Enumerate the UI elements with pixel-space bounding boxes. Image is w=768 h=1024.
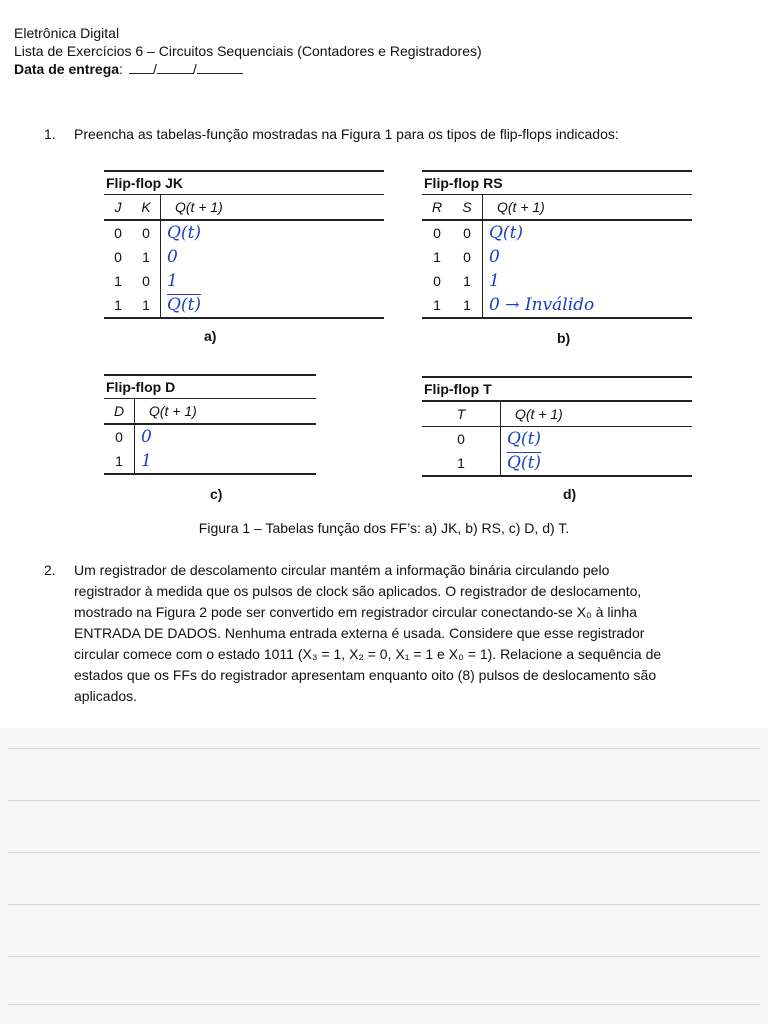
input-r: 1 <box>433 249 441 265</box>
month-blank <box>157 61 193 74</box>
table-flipflop-d <box>104 374 316 475</box>
year-blank <box>197 61 243 74</box>
table-label-d: d) <box>563 486 577 502</box>
input-j: 0 <box>114 225 122 241</box>
header-j: J <box>114 199 122 215</box>
table-title: Flip-flop D <box>106 379 176 395</box>
handwritten-answer: 0 <box>489 247 500 267</box>
table-row <box>422 451 692 475</box>
input-j: 1 <box>114 273 122 289</box>
question-text <box>74 560 661 707</box>
table-title: Flip-flop RS <box>424 175 503 191</box>
question-line: Um registrador de descolamento circular mantém a informação binária circulando pelo <box>74 562 610 578</box>
table-row <box>422 221 692 245</box>
table-header-row <box>422 195 692 219</box>
ruled-line <box>8 800 760 801</box>
handwritten-answer: 1 <box>141 451 152 471</box>
ruled-line <box>8 904 760 905</box>
table-row <box>422 293 692 317</box>
table-row <box>104 245 384 269</box>
question-text: Preencha as tabelas-função mostradas na Figura 1 para os tipos de flip-flops indicados: <box>74 126 619 142</box>
input-j: 0 <box>114 249 122 265</box>
table-row <box>104 425 316 449</box>
ruled-line <box>8 852 760 853</box>
ruled-line <box>8 956 760 957</box>
input-k: 1 <box>132 245 161 269</box>
table-header-row <box>104 399 316 423</box>
table-row <box>104 221 384 245</box>
question-line: ENTRADA DE DADOS. Nenhuma entrada externa é usada. Considere que esse registrador <box>74 625 645 641</box>
table-label-b: b) <box>557 330 571 346</box>
ruled-answer-area <box>0 728 768 1024</box>
handwritten-answer: 0 <box>141 427 152 447</box>
course-title: Eletrônica Digital <box>14 25 120 41</box>
input-s: 0 <box>452 245 483 269</box>
table-flipflop-jk <box>104 170 384 319</box>
question-1 <box>44 124 744 146</box>
input-r: 1 <box>433 297 441 313</box>
input-t: 1 <box>422 451 501 475</box>
input-j: 1 <box>114 297 122 313</box>
list-subtitle: Lista de Exercícios 6 – Circuitos Sequenciais (Contadores e Registradores) <box>14 43 482 59</box>
question-line: circular comece com o estado 1011 (X₃ = 1, X₂ = 0, X₁ = 1 e X₀ = 1). Relacione a sequência de <box>74 646 662 662</box>
input-s: 1 <box>452 269 483 293</box>
header-s: S <box>452 195 483 219</box>
header-k: K <box>132 195 161 219</box>
header-next-state: Q(t + 1) <box>149 403 197 419</box>
header-next-state: Q(t + 1) <box>175 199 223 215</box>
table-row <box>104 449 316 473</box>
handwritten-answer: 1 <box>489 271 500 291</box>
input-s: 1 <box>452 293 483 317</box>
due-date-line <box>14 60 482 78</box>
table-flipflop-rs <box>422 170 692 319</box>
input-r: 0 <box>433 225 441 241</box>
input-s: 0 <box>452 221 483 245</box>
due-date-colon: : <box>119 61 123 77</box>
handwritten-answer-complement: Q(t) <box>167 295 202 315</box>
header-next-state: Q(t + 1) <box>497 199 545 215</box>
input-k: 0 <box>132 269 161 293</box>
due-date-label: Data de entrega <box>14 61 120 77</box>
table-row <box>422 245 692 269</box>
ruled-line <box>8 1004 760 1005</box>
question-line: registrador à medida que os pulsos de clock são aplicados. O registrador de deslocamento, <box>74 583 642 599</box>
handwritten-answer: Q(t) <box>507 429 542 449</box>
handwritten-answer: 0 → Inválido <box>489 295 595 315</box>
table-header-row <box>104 195 384 219</box>
question-2 <box>44 560 760 720</box>
table-title: Flip-flop T <box>424 381 492 397</box>
table-row <box>422 427 692 451</box>
figure-caption: Figura 1 – Tabelas função dos FF’s: a) JK, b) RS, c) D, d) T. <box>198 520 570 536</box>
handwritten-answer-complement: Q(t) <box>507 453 542 473</box>
header-t: T <box>422 402 501 426</box>
question-line: estados que os FFs do registrador apresentam enquanto oito (8) pulsos de deslocamento são <box>74 667 657 683</box>
handwritten-answer: Q(t) <box>489 223 524 243</box>
handwritten-answer: Q(t) <box>167 223 202 243</box>
handwritten-answer: 0 <box>167 247 178 267</box>
input-r: 0 <box>433 273 441 289</box>
table-row <box>104 269 384 293</box>
date-slash: / <box>152 61 157 77</box>
question-line: aplicados. <box>74 688 138 704</box>
table-title: Flip-flop JK <box>106 175 183 191</box>
table-row <box>104 293 384 317</box>
table-header-row <box>422 402 692 426</box>
input-d: 0 <box>104 425 135 449</box>
ruled-line <box>8 748 760 749</box>
input-d: 1 <box>104 449 135 473</box>
table-label-a: a) <box>204 328 217 344</box>
question-line: mostrado na Figura 2 pode ser convertido em registrador circular conectando-se X₀ à linha <box>74 604 637 620</box>
header-d: D <box>104 399 135 423</box>
table-label-c: c) <box>210 486 223 502</box>
day-blank <box>129 61 153 74</box>
header-next-state: Q(t + 1) <box>515 406 563 422</box>
header <box>14 24 482 78</box>
input-k: 0 <box>132 221 161 245</box>
question-number: 2. <box>44 562 56 578</box>
input-k: 1 <box>132 293 161 317</box>
date-slash: / <box>192 61 197 77</box>
question-number: 1. <box>44 126 56 142</box>
table-row <box>422 269 692 293</box>
handwritten-answer: 1 <box>167 271 178 291</box>
input-t: 0 <box>422 427 501 451</box>
table-flipflop-t <box>422 376 692 477</box>
header-r: R <box>431 199 443 215</box>
